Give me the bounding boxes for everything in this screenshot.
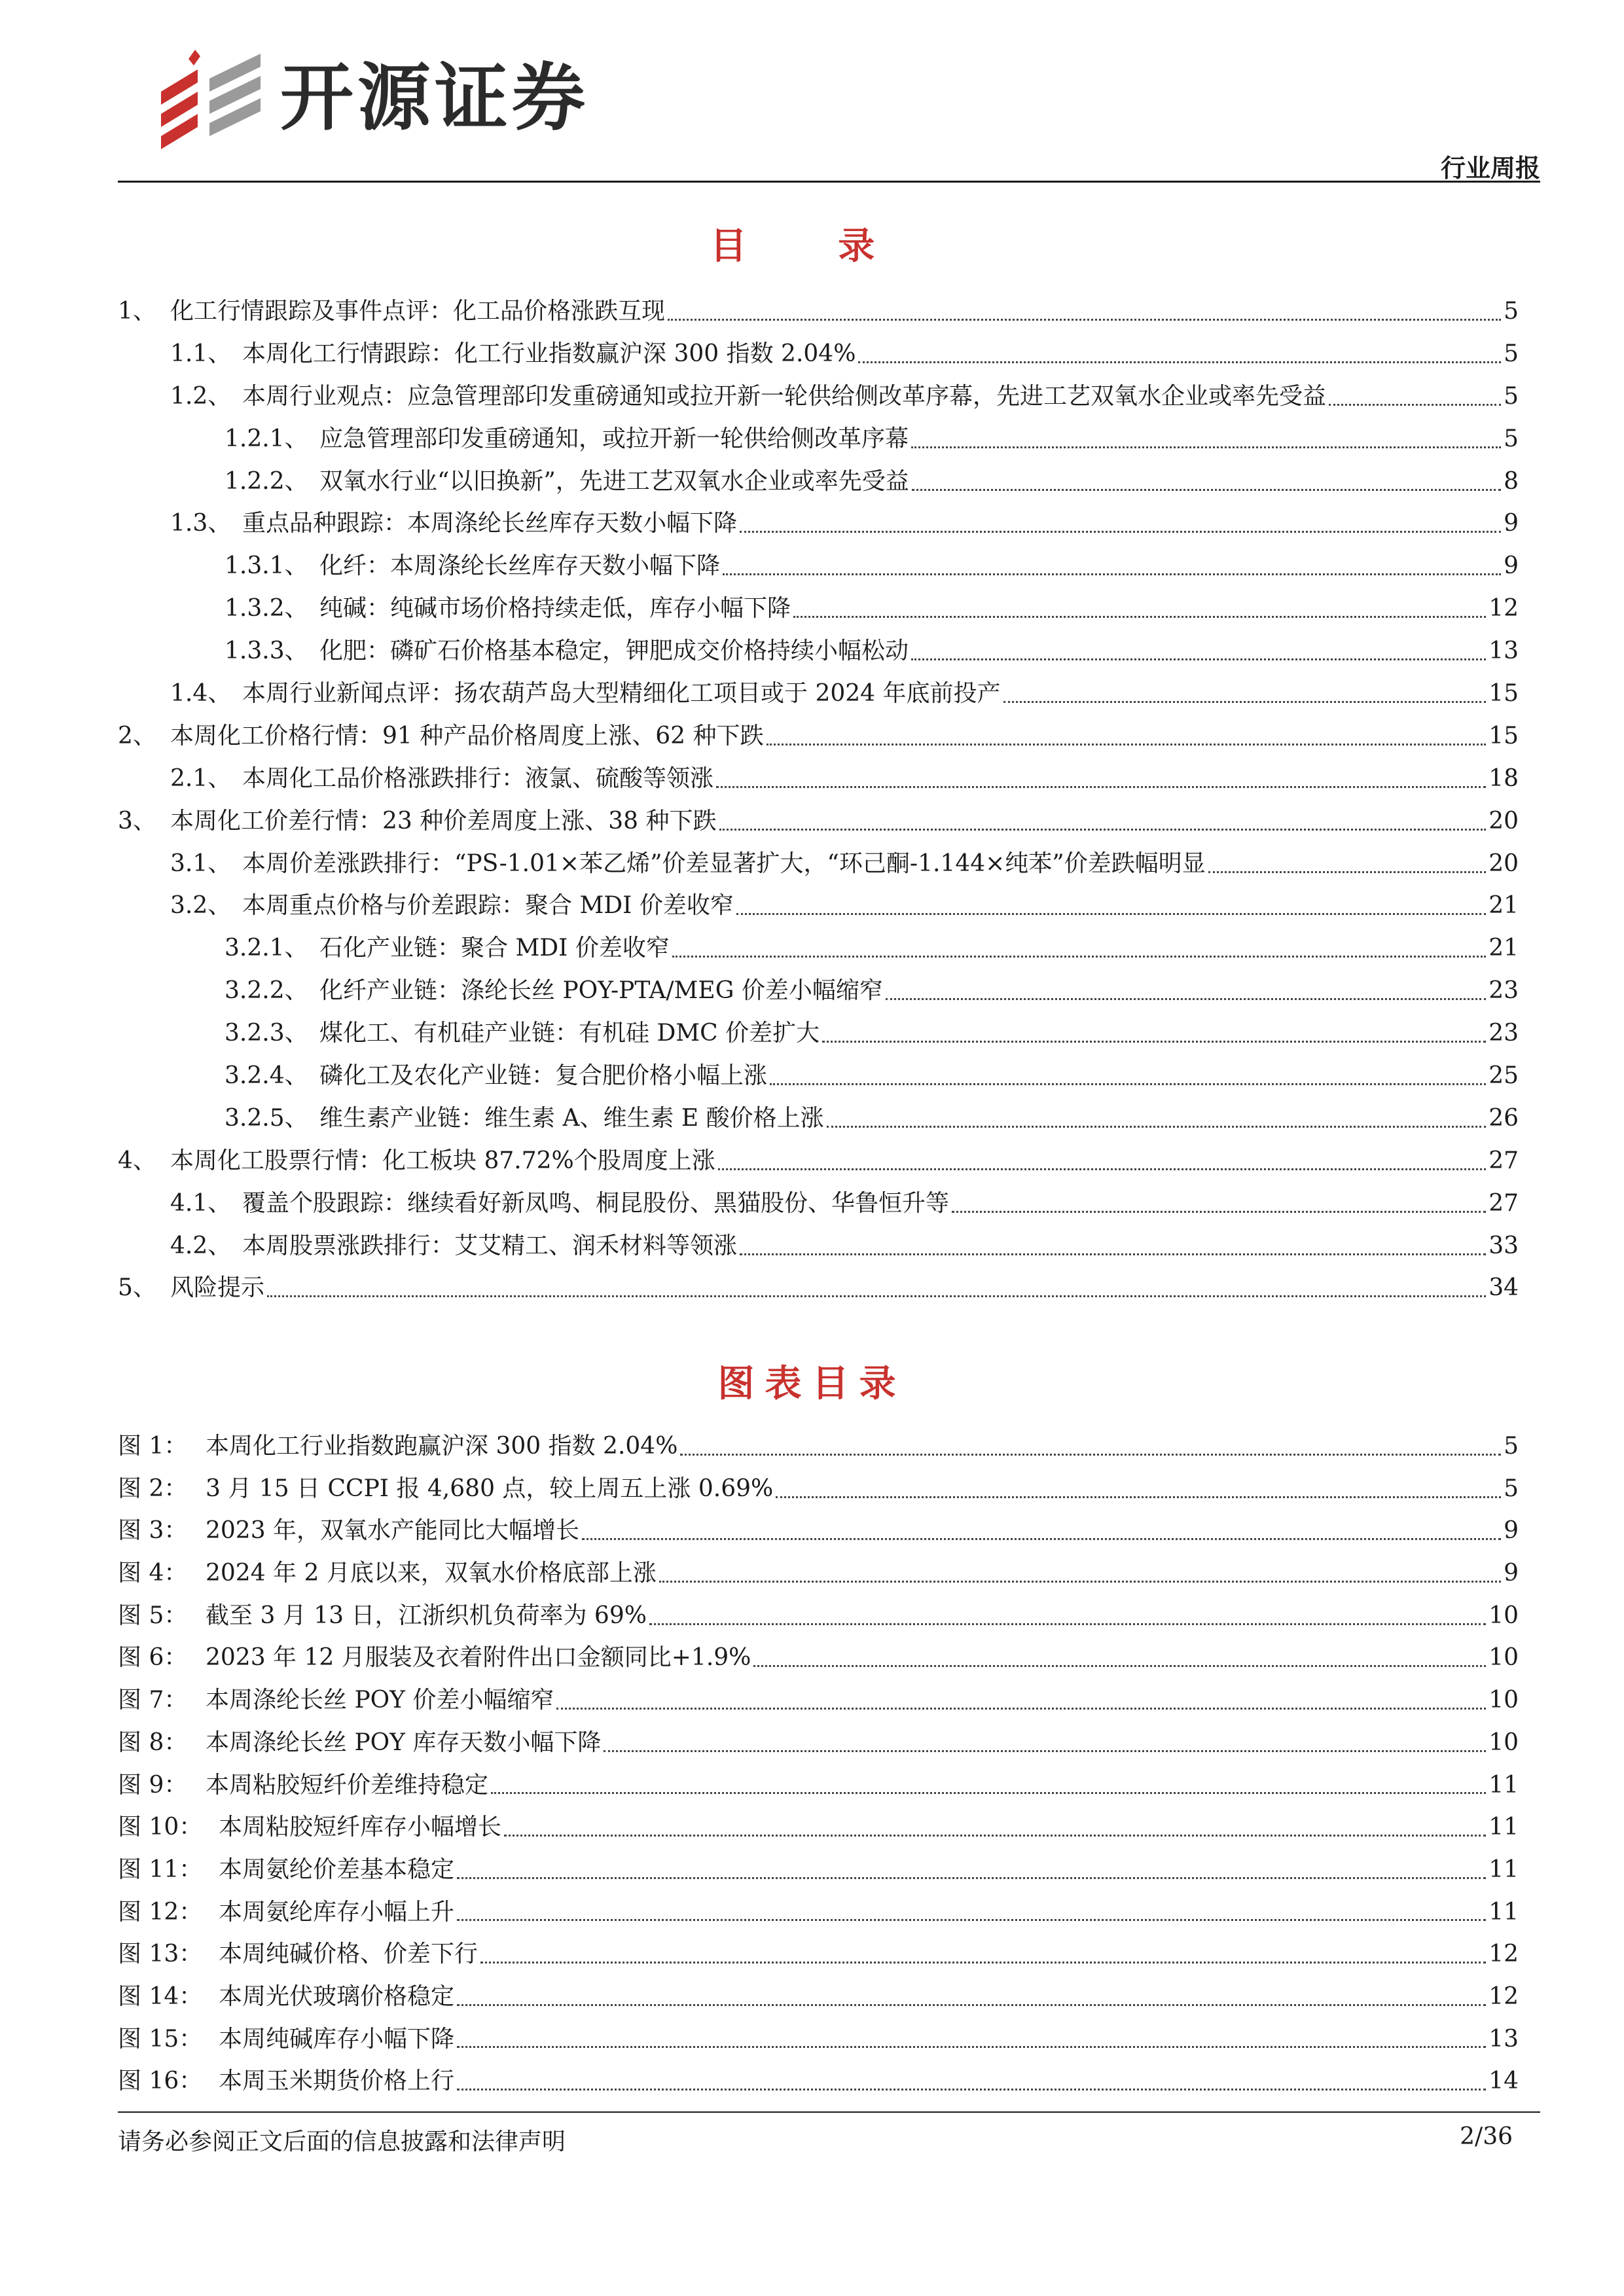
toc-entry-number: 4.1、	[170, 1189, 232, 1217]
toc-entry-title: 本周化工股票行情：化工板块 87.72%个股周度上涨	[170, 1147, 715, 1174]
toc-entry[interactable]	[118, 673, 1519, 715]
page-ref: 11	[1489, 1814, 1519, 1841]
toc-entry-number: 1.3.1、	[225, 552, 308, 580]
page-ref: 34	[1489, 1274, 1519, 1302]
toc-entry[interactable]	[118, 843, 1519, 886]
figure-number: 图 9：	[118, 1771, 188, 1799]
page-ref: 5	[1504, 298, 1519, 325]
page-ref: 25	[1489, 1062, 1519, 1090]
figure-title: 本周氨纶库存小幅上升	[219, 1898, 455, 1926]
figure-title: 本周氨纶价差基本稳定	[219, 1856, 455, 1883]
toc-entry[interactable]	[118, 630, 1519, 673]
figure-title: 本周化工行业指数跑赢沪深 300 指数 2.04%	[206, 1433, 678, 1460]
toc-entry[interactable]	[118, 1055, 1519, 1098]
figure-title: 本周粘胶短纤价差维持稳定	[206, 1771, 489, 1799]
figure-entry[interactable]	[118, 1933, 1519, 1976]
page-ref: 21	[1489, 935, 1519, 962]
page-ref: 9	[1504, 1517, 1519, 1545]
figure-entry[interactable]	[118, 1806, 1519, 1849]
toc-entry-number: 1.3.3、	[225, 637, 308, 665]
toc-entry-number: 4.2、	[170, 1232, 232, 1259]
dot-leader	[457, 1919, 1486, 1921]
figure-entry[interactable]	[118, 1679, 1519, 1722]
dot-leader	[556, 1708, 1486, 1710]
figure-entry[interactable]	[118, 1468, 1519, 1511]
figure-title: 3 月 15 日 CCPI 报 4,680 点，较上周五上涨 0.69%	[206, 1475, 774, 1502]
toc-entry-number: 5、	[118, 1274, 156, 1302]
toc-entry-title: 本周化工品价格涨跌排行：液氯、硫酸等领涨	[242, 764, 714, 792]
toc-entry[interactable]	[118, 333, 1519, 376]
toc-entry[interactable]	[118, 1140, 1519, 1183]
figure-entry[interactable]	[118, 1849, 1519, 1892]
page-ref: 12	[1489, 1941, 1519, 1968]
toc-entry-number: 3.2.3、	[225, 1020, 308, 1047]
figure-entry[interactable]	[118, 1595, 1519, 1638]
toc-entry[interactable]	[118, 1183, 1519, 1225]
toc-entry[interactable]	[118, 588, 1519, 630]
footer-divider	[118, 2111, 1540, 2113]
dot-leader	[736, 913, 1486, 915]
page-ref: 11	[1489, 1771, 1519, 1799]
brand-mark-icon	[149, 46, 267, 151]
page-ref: 9	[1504, 552, 1519, 580]
toc-entry-number: 2、	[118, 722, 156, 749]
dot-leader	[680, 1454, 1501, 1456]
figure-number: 图 4：	[118, 1560, 188, 1587]
page-ref: 8	[1504, 467, 1519, 495]
toc-entry-number: 3.2.1、	[225, 935, 308, 962]
toc-entry[interactable]	[118, 885, 1519, 927]
page-ref: 18	[1489, 764, 1519, 792]
toc-entry-number: 3.2.2、	[225, 977, 308, 1005]
toc-entry-title: 本周重点价格与价差跟踪：聚合 MDI 价差收窄	[242, 892, 734, 920]
page-ref: 21	[1489, 892, 1519, 920]
figure-number: 图 14：	[118, 1982, 203, 2010]
dot-leader	[457, 1877, 1486, 1879]
figure-entry[interactable]	[118, 1426, 1519, 1468]
page-ref: 15	[1489, 680, 1519, 708]
figure-number: 图 3：	[118, 1517, 188, 1545]
page-ref: 23	[1489, 977, 1519, 1005]
dot-leader	[716, 786, 1486, 788]
toc-entry[interactable]	[118, 461, 1519, 503]
figure-number: 图 1：	[118, 1433, 188, 1460]
dot-leader	[793, 616, 1486, 618]
dot-leader	[719, 829, 1487, 831]
toc-entry-number: 1.3.2、	[225, 595, 308, 622]
toc-entry-number: 1.2.2、	[225, 467, 308, 495]
toc-entry-number: 1.2、	[170, 382, 232, 410]
toc-entry-title: 本周行业新闻点评：扬农葫芦岛大型精细化工项目或于 2024 年底前投产	[242, 680, 1001, 708]
toc-entry-title: 纯碱：纯碱市场价格持续走低，库存小幅下降	[319, 595, 791, 622]
dot-leader	[668, 319, 1501, 321]
page-ref: 27	[1489, 1147, 1519, 1174]
page-ref: 5	[1504, 340, 1519, 367]
footer-disclaimer: 请务必参阅正文后面的信息披露和法律声明	[118, 2128, 566, 2155]
dot-leader	[911, 658, 1486, 660]
figure-entry[interactable]	[118, 1892, 1519, 1934]
page-ref: 9	[1504, 510, 1519, 537]
toc-entry-title: 维生素产业链：维生素 A、维生素 E 酸价格上涨	[319, 1104, 824, 1132]
toc-entry[interactable]	[118, 927, 1519, 970]
dot-leader	[770, 1083, 1486, 1085]
toc-entry-number: 1.2.1、	[225, 425, 308, 452]
figure-list-heading: 图表目录	[717, 1363, 907, 1405]
figure-entry[interactable]	[118, 2060, 1519, 2103]
toc-entry[interactable]	[118, 545, 1519, 588]
dot-leader	[822, 1041, 1486, 1043]
dot-leader	[827, 1126, 1487, 1128]
page-ref: 5	[1504, 425, 1519, 452]
figure-title: 本周光伏玻璃价格稳定	[219, 1982, 455, 2010]
figure-entry[interactable]	[118, 1976, 1519, 2018]
dot-leader	[952, 1211, 1486, 1213]
figure-title: 本周纯碱价格、价差下行	[219, 1941, 478, 1968]
figure-number: 图 5：	[118, 1602, 188, 1629]
dot-leader	[911, 446, 1501, 448]
toc-entry-title: 风险提示	[170, 1274, 265, 1302]
dot-leader	[1329, 404, 1501, 406]
page-ref: 12	[1489, 595, 1519, 622]
figure-number: 图 13：	[118, 1941, 203, 1968]
figure-number: 图 11：	[118, 1856, 203, 1883]
toc-entry-title: 煤化工、有机硅产业链：有机硅 DMC 价差扩大	[319, 1020, 820, 1047]
dot-leader	[457, 2089, 1486, 2090]
toc-entry[interactable]	[118, 418, 1519, 461]
figure-number: 图 8：	[118, 1729, 188, 1756]
toc-entry-title: 石化产业链：聚合 MDI 价差收窄	[319, 935, 670, 962]
page-ref: 26	[1489, 1104, 1519, 1132]
page-ref: 9	[1504, 1560, 1519, 1587]
figure-number: 图 10：	[118, 1814, 203, 1841]
page-number: 2/36	[1460, 2123, 1513, 2150]
figure-title: 本周涤纶长丝 POY 价差小幅缩窄	[206, 1687, 554, 1714]
dot-leader	[491, 1792, 1486, 1794]
page-ref: 13	[1489, 2025, 1519, 2053]
figure-entry[interactable]	[118, 2018, 1519, 2061]
figure-entry[interactable]	[118, 1765, 1519, 1807]
toc-entry-title: 化肥：磷矿石价格基本稳定，钾肥成交价格持续小幅松动	[319, 637, 909, 665]
toc-entry-title: 本周化工行情跟踪：化工行业指数赢沪深 300 指数 2.04%	[242, 340, 856, 367]
figure-title: 2023 年 12 月服装及衣着附件出口金额同比+1.9%	[206, 1644, 751, 1672]
dot-leader	[659, 1581, 1501, 1583]
page-ref: 11	[1489, 1856, 1519, 1883]
toc-entry-number: 2.1、	[170, 764, 232, 792]
figure-title: 本周纯碱库存小幅下降	[219, 2025, 455, 2053]
figure-number: 图 7：	[118, 1687, 188, 1714]
toc-entry-title: 化纤产业链：涤纶长丝 POY-PTA/MEG 价差小幅缩窄	[319, 977, 883, 1005]
figure-number: 图 2：	[118, 1475, 188, 1502]
dot-leader	[723, 573, 1501, 575]
toc-entry[interactable]	[118, 970, 1519, 1013]
dot-leader	[776, 1496, 1501, 1498]
brand-logo	[149, 46, 589, 151]
dot-leader	[912, 489, 1501, 491]
toc-entry-number: 3.2.5、	[225, 1104, 308, 1132]
toc-entry-title: 本周化工价格行情：91 种产品价格周度上涨、62 种下跌	[170, 722, 764, 749]
toc-entry[interactable]	[118, 291, 1519, 333]
toc-entry-number: 3、	[118, 807, 156, 834]
toc-entry-title: 覆盖个股跟踪：继续看好新凤鸣、桐昆股份、黑猫股份、华鲁恒升等	[242, 1189, 950, 1217]
figure-number: 图 15：	[118, 2025, 203, 2053]
figure-title: 本周涤纶长丝 POY 库存天数小幅下降	[206, 1729, 602, 1756]
dot-leader	[672, 956, 1486, 958]
page-ref: 5	[1504, 382, 1519, 410]
figure-entry[interactable]	[118, 1722, 1519, 1765]
page-ref: 20	[1489, 850, 1519, 877]
toc-list	[118, 291, 1519, 1310]
toc-entry-number: 4、	[118, 1147, 156, 1174]
figure-number: 图 16：	[118, 2068, 203, 2095]
toc-entry[interactable]	[118, 376, 1519, 418]
dot-leader	[1208, 871, 1486, 873]
toc-entry[interactable]	[118, 1098, 1519, 1140]
toc-entry[interactable]	[118, 715, 1519, 758]
toc-entry-number: 1.3、	[170, 510, 232, 537]
dot-leader	[886, 998, 1486, 1000]
toc-entry-title: 磷化工及农化产业链：复合肥价格小幅上涨	[319, 1062, 768, 1090]
figure-title: 2024 年 2 月底以来，双氧水价格底部上涨	[206, 1560, 657, 1587]
page-ref: 10	[1489, 1729, 1519, 1756]
toc-entry-title: 本周价差涨跌排行：“PS-1.01×苯乙烯”价差显著扩大，“环己酮-1.144×纯苯”价差跌幅明显	[242, 850, 1206, 877]
toc-entry-title: 本周行业观点：应急管理部印发重磅通知或拉开新一轮供给侧改革序幕，先进工艺双氧水企业或率先受益	[242, 382, 1327, 410]
page-ref: 10	[1489, 1602, 1519, 1629]
toc-entry-title: 化纤：本周涤纶长丝库存天数小幅下降	[319, 552, 721, 580]
dot-leader	[740, 1253, 1486, 1255]
page-ref: 10	[1489, 1687, 1519, 1714]
dot-leader	[740, 531, 1501, 533]
toc-entry-title: 双氧水行业“以旧换新”，先进工艺双氧水企业或率先受益	[319, 467, 909, 495]
brand-name: 开源证券	[280, 56, 589, 141]
toc-entry-title: 本周化工价差行情：23 种价差周度上涨、38 种下跌	[170, 807, 717, 834]
page-ref: 23	[1489, 1020, 1519, 1047]
toc-entry-title: 应急管理部印发重磅通知，或拉开新一轮供给侧改革序幕	[319, 425, 909, 452]
dot-leader	[767, 744, 1487, 745]
figure-number: 图 12：	[118, 1898, 203, 1926]
toc-entry[interactable]	[118, 1225, 1519, 1268]
toc-entry-number: 3.2、	[170, 892, 232, 920]
toc-heading: 目 录	[710, 225, 914, 268]
page-ref: 27	[1489, 1189, 1519, 1217]
figure-entry[interactable]	[118, 1510, 1519, 1552]
page-ref: 12	[1489, 1982, 1519, 2010]
header-divider	[118, 181, 1540, 183]
dot-leader	[582, 1538, 1501, 1540]
toc-entry-number: 1.1、	[170, 340, 232, 367]
dot-leader	[457, 2046, 1486, 2048]
figure-title: 截至 3 月 13 日，江浙织机负荷率为 69%	[206, 1602, 647, 1629]
toc-entry-number: 3.2.4、	[225, 1062, 308, 1090]
page-ref: 15	[1489, 722, 1519, 749]
toc-entry-number: 3.1、	[170, 850, 232, 877]
toc-entry-title: 本周股票涨跌排行：艾艾精工、润禾材料等领涨	[242, 1232, 738, 1259]
dot-leader	[1003, 701, 1487, 703]
toc-entry[interactable]	[118, 800, 1519, 843]
page-ref: 33	[1489, 1232, 1519, 1259]
figure-list	[118, 1426, 1519, 2103]
toc-entry[interactable]	[118, 758, 1519, 800]
toc-entry-title: 重点品种跟踪：本周涤纶长丝库存天数小幅下降	[242, 510, 738, 537]
figure-number: 图 6：	[118, 1644, 188, 1672]
dot-leader	[718, 1168, 1486, 1170]
report-type-label: 行业周报	[1440, 154, 1540, 183]
dot-leader	[457, 2004, 1486, 2006]
page-ref: 5	[1504, 1433, 1519, 1460]
page-ref: 10	[1489, 1644, 1519, 1672]
toc-entry-number: 1.4、	[170, 680, 232, 708]
page-ref: 11	[1489, 1898, 1519, 1926]
toc-entry[interactable]	[118, 503, 1519, 545]
page-ref: 13	[1489, 637, 1519, 665]
dot-leader	[858, 361, 1501, 363]
page-ref: 20	[1489, 807, 1519, 834]
figure-entry[interactable]	[118, 1552, 1519, 1595]
figure-title: 2023 年，双氧水产能同比大幅增长	[206, 1517, 580, 1545]
toc-entry-title: 化工行情跟踪及事件点评：化工品价格涨跌互现	[170, 298, 666, 325]
figure-title: 本周粘胶短纤库存小幅增长	[219, 1814, 502, 1841]
toc-entry[interactable]	[118, 1267, 1519, 1310]
dot-leader	[267, 1295, 1486, 1297]
toc-entry-number: 1、	[118, 298, 156, 325]
dot-leader	[649, 1623, 1486, 1625]
toc-entry[interactable]	[118, 1013, 1519, 1055]
dot-leader	[480, 1962, 1486, 1964]
figure-entry[interactable]	[118, 1637, 1519, 1679]
dot-leader	[504, 1835, 1486, 1837]
page-ref: 5	[1504, 1475, 1519, 1502]
page-ref: 14	[1489, 2068, 1519, 2095]
figure-title: 本周玉米期货价格上行	[219, 2068, 455, 2095]
dot-leader	[604, 1750, 1486, 1752]
dot-leader	[753, 1665, 1486, 1667]
